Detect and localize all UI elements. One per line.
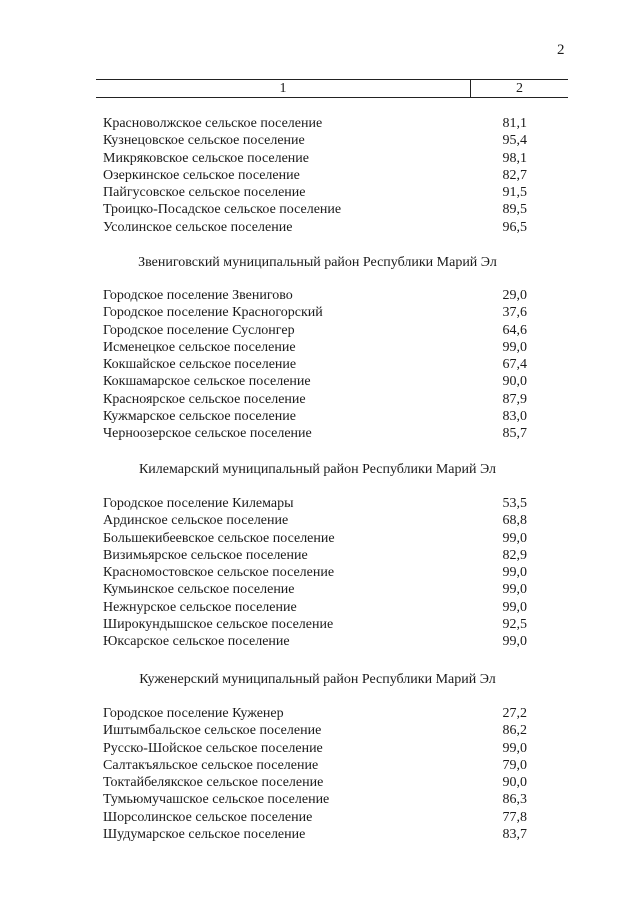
table-row (0, 581, 635, 598)
settlement-name: Городское поселение Килемары (103, 496, 294, 511)
settlement-name: Красноярское сельское поселение (103, 391, 306, 407)
header-column-2: 2 (516, 81, 523, 96)
table-row (0, 425, 635, 442)
settlement-value: 86,2 (502, 723, 527, 739)
settlement-name: Шорсолинское сельское поселение (103, 809, 313, 825)
table-row (0, 599, 635, 616)
settlement-value: 81,1 (502, 116, 527, 131)
table-row (0, 219, 635, 236)
table-row (0, 705, 635, 722)
settlement-value: 89,5 (502, 202, 527, 218)
settlement-value: 91,5 (502, 185, 527, 201)
table-row (0, 356, 635, 373)
settlement-name: Визимьярское сельское поселение (103, 547, 308, 563)
settlement-value: 79,0 (502, 757, 527, 773)
table-row (0, 408, 635, 425)
settlement-name: Усолинское сельское поселение (103, 219, 293, 235)
table-row (0, 201, 635, 218)
settlement-value: 90,0 (502, 775, 527, 791)
table-row (0, 826, 635, 843)
settlement-value: 90,0 (502, 374, 527, 390)
settlement-name: Большекибеевское сельское поселение (103, 530, 335, 546)
table-row (0, 495, 635, 512)
table-row (0, 740, 635, 757)
table-row (0, 287, 635, 304)
table-row (0, 150, 635, 167)
settlement-name: Ардинское сельское поселение (103, 513, 289, 529)
table-row (0, 564, 635, 581)
settlement-value: 27,2 (502, 706, 527, 721)
settlement-value: 99,0 (502, 582, 527, 598)
settlement-name: Кокшайское сельское поселение (103, 357, 297, 373)
settlement-name: Городское поселение Суслонгер (103, 322, 295, 338)
page-number: 2 (557, 42, 565, 58)
settlement-value: 99,0 (502, 339, 527, 355)
table-row (0, 373, 635, 390)
settlement-name: Красномостовское сельское поселение (103, 565, 335, 581)
settlement-value: 82,9 (502, 547, 527, 563)
table-rows (0, 287, 635, 443)
section-title: Килемарский муниципальный район Республики Марий Эл (138, 462, 497, 477)
table-row (0, 391, 635, 408)
settlement-name: Кокшамарское сельское поселение (103, 374, 311, 390)
settlement-name: Черноозерское сельское поселение (103, 426, 312, 442)
table-row (0, 184, 635, 201)
settlement-value: 99,0 (502, 599, 527, 615)
table-row (0, 132, 635, 149)
settlement-name: Кумьинское сельское поселение (103, 582, 295, 598)
settlement-name: Русско-Шойское сельское поселение (103, 740, 323, 756)
settlement-value: 99,0 (502, 565, 527, 581)
settlement-name: Исменецкое сельское поселение (103, 339, 296, 355)
settlement-name: Юксарское сельское поселение (103, 634, 290, 650)
table-row (0, 339, 635, 356)
settlement-value: 29,0 (502, 288, 527, 303)
settlement-value: 82,7 (502, 167, 527, 183)
settlement-name: Городское поселение Звенигово (103, 288, 293, 303)
settlement-value: 96,5 (502, 219, 527, 235)
table-row (0, 809, 635, 826)
settlement-value: 99,0 (502, 634, 527, 650)
settlement-value: 95,4 (502, 133, 527, 149)
settlement-value: 83,0 (502, 409, 527, 425)
table-row (0, 774, 635, 791)
settlement-value: 37,6 (502, 305, 527, 321)
settlement-name: Городское поселение Куженер (103, 706, 284, 721)
section-title: Звениговский муниципальный район Республики Марий Эл (138, 255, 497, 270)
table-row (0, 757, 635, 774)
table-rows (0, 495, 635, 651)
settlement-value: 87,9 (502, 391, 527, 407)
settlement-name: Красноволжское сельское поселение (103, 116, 323, 131)
table-header (96, 79, 568, 98)
settlement-value: 99,0 (502, 740, 527, 756)
settlement-name: Пайгусовское сельское поселение (103, 185, 306, 201)
table-rows (0, 115, 635, 236)
settlement-value: 85,7 (502, 426, 527, 442)
settlement-value: 83,7 (502, 827, 527, 843)
table-row (0, 616, 635, 633)
table-row (0, 322, 635, 339)
settlement-value: 53,5 (502, 496, 527, 511)
settlement-value: 68,8 (502, 513, 527, 529)
table-row (0, 722, 635, 739)
settlement-value: 99,0 (502, 530, 527, 546)
table-row (0, 791, 635, 808)
settlement-name: Шудумарское сельское поселение (103, 827, 306, 843)
settlement-value: 92,5 (502, 617, 527, 633)
settlement-name: Троицко-Посадское сельское поселение (103, 202, 342, 218)
settlement-name: Нежнурское сельское поселение (103, 599, 297, 615)
settlement-name: Кузнецовское сельское поселение (103, 133, 305, 149)
table-rows (0, 705, 635, 843)
settlement-name: Озеркинское сельское поселение (103, 167, 300, 183)
settlement-value: 98,1 (502, 150, 527, 166)
settlement-value: 64,6 (502, 322, 527, 338)
settlement-name: Салтакъяльское сельское поселение (103, 757, 319, 773)
table-row (0, 304, 635, 321)
table-row (0, 530, 635, 547)
table-row (0, 167, 635, 184)
settlement-value: 86,3 (502, 792, 527, 808)
settlement-name: Тумьюмучашское сельское поселение (103, 792, 330, 808)
table-row (0, 115, 635, 132)
table-row (0, 512, 635, 529)
settlement-value: 67,4 (502, 357, 527, 373)
settlement-name: Токтайбелякское сельское поселение (103, 775, 324, 791)
table-row (0, 633, 635, 650)
table-row (0, 547, 635, 564)
settlement-name: Кужмарское сельское поселение (103, 409, 296, 425)
settlement-name: Городское поселение Красногорский (103, 305, 323, 321)
settlement-name: Широкундышское сельское поселение (103, 617, 334, 633)
settlement-name: Микряковское сельское поселение (103, 150, 309, 166)
settlement-name: Иштымбальское сельское поселение (103, 723, 322, 739)
header-column-1: 1 (96, 80, 471, 97)
section-title: Куженерский муниципальный район Республики Марий Эл (139, 672, 496, 687)
settlement-value: 77,8 (502, 809, 527, 825)
